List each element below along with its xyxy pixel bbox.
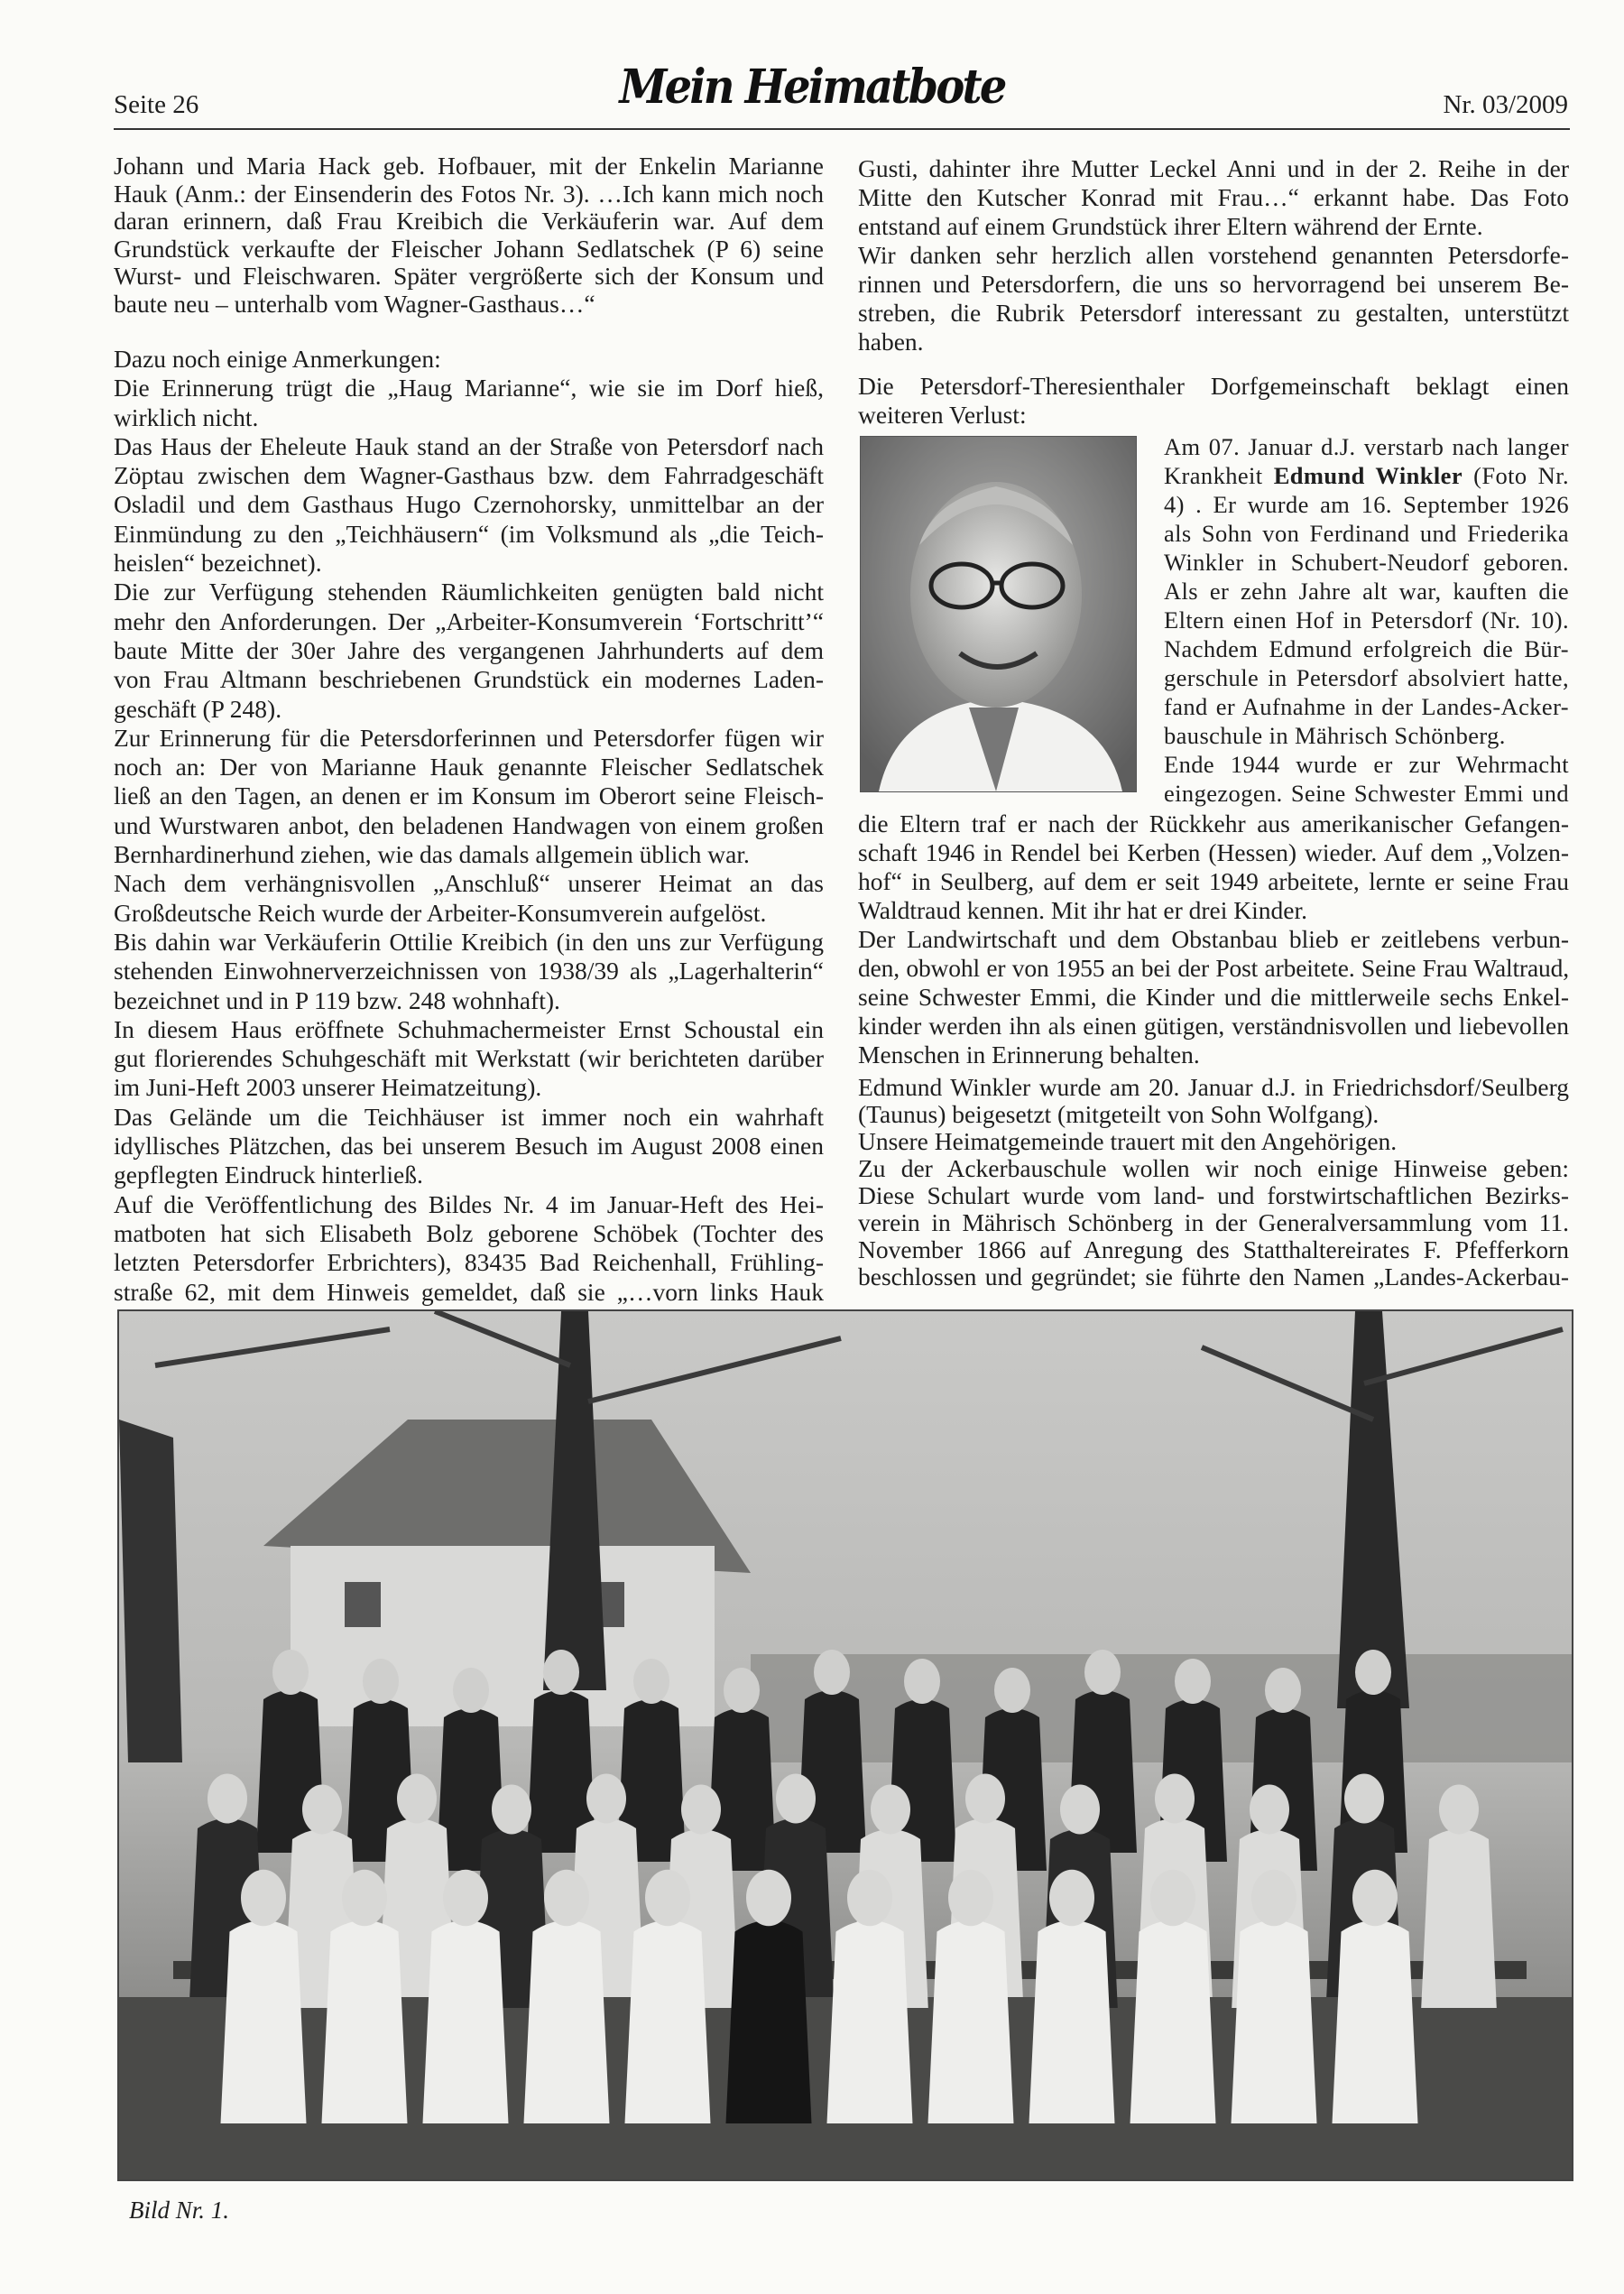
photo-figure: [1333, 1920, 1418, 2123]
photo-figure-head: [1175, 1659, 1211, 1704]
text-line: idyllisches Plätzchen, das bei unserem Besuch im August 2008 einen: [114, 1132, 824, 1161]
text-line: daran erinnern, daß Frau Kreibich die Verkäuferin war. Auf dem: [114, 207, 824, 235]
photo-figure: [524, 1920, 610, 2123]
photo-figure-head: [1355, 1650, 1391, 1695]
photo-figure: [221, 1920, 307, 2123]
text-line: Zöptau zwischen dem Wagner-Gasthaus bzw. dem Fahrradgeschäft: [114, 461, 824, 490]
text-line: ließ an den Tagen, an denen er im Konsum im Oberort seine Fleisch-: [114, 782, 824, 810]
text-line: die Eltern traf er nach der Rückkehr aus amerikanischer Gefangen-: [858, 809, 1569, 837]
photo-figure-head: [1150, 1870, 1195, 1927]
text-line: Ende 1944 wurde er zur Wehrmacht: [1164, 751, 1569, 778]
left-column-body: [114, 345, 824, 1307]
right-column-para1: [858, 154, 1569, 356]
text-line: Wurst- und Fleischwaren. Später vergrößerte sich der Konsum und: [114, 262, 824, 290]
text-line: mehr den Anforderungen. Der „Arbeiter-Konsumverein ‘Fortschritt’“: [114, 606, 824, 635]
text-line: stehenden Einwohnerverzeichnissen von 1938/39 als „Lagerhalterin“: [114, 957, 824, 985]
text-line: Mitte den Kutscher Konrad mit Frau…“ erkannt habe. Das Foto: [858, 183, 1569, 211]
text-line: Diese Schulart wurde vom land- und forstwirtschaftlichen Bezirks-: [858, 1181, 1569, 1209]
deceased-name: Edmund Winkler: [1273, 462, 1463, 489]
photo-figure-head: [363, 1659, 399, 1704]
text-line: im Juni-Heft 2003 unserer Heimatzeitung).: [114, 1073, 542, 1102]
text-line: Unsere Heimatgemeinde trauert mit den Angehörigen.: [858, 1127, 1398, 1155]
text-line: [1164, 461, 1569, 490]
photo-figure: [827, 1920, 913, 2123]
group-photo-bild-1: [117, 1309, 1573, 2181]
photo-caption: Bild Nr. 1.: [129, 2197, 230, 2224]
photo-figure-head: [272, 1650, 309, 1695]
right-column-body2: [858, 1074, 1569, 1290]
photo-figure-head: [492, 1785, 531, 1835]
photo-figure-head: [1344, 1774, 1384, 1824]
text-line: Großdeutsche Reich wurde der Arbeiter-Konsumverein aufgelöst.: [114, 898, 767, 927]
text-line: Nach dem verhängnisvollen „Anschluß“ unserer Heimat an das: [114, 869, 824, 898]
text-line: straße 62, mit dem Hinweis gemeldet, daß sie „…vorn links Hauk: [114, 1277, 824, 1306]
text-line: fand er Aufnahme in der Landes-Acker-: [1164, 693, 1569, 720]
text-line: Das Haus der Eheleute Hauk stand an der Straße von Petersdorf nach: [114, 431, 824, 460]
photo-figure-head: [994, 1668, 1030, 1713]
text-line: November 1866 auf Anregung des Statthaltereirates F. Pfefferkorn: [858, 1235, 1569, 1263]
text-line: Bernhardinerhund ziehen, wie das damals allgemein üblich war.: [114, 840, 750, 869]
text-line: letzten Petersdorfer Erbrichters), 83435 Bad Reichenhall, Frühling-: [114, 1248, 824, 1277]
photo-figure-head: [965, 1774, 1005, 1824]
text-line: Menschen in Erinnerung behalten.: [858, 1041, 1200, 1068]
portrait-photo-edmund-winkler: [860, 436, 1137, 792]
photo-figure-head: [1084, 1650, 1121, 1695]
text-line: verein in Mährisch Schönberg in der Generalversammlung vom 11.: [858, 1208, 1569, 1236]
photo-figure-head: [681, 1785, 721, 1835]
text-line: gepflegten Eindruck hinterließ.: [114, 1161, 423, 1189]
text-line: Hauk (Anm.: der Einsenderin des Fotos Nr. 3). …Ich kann mich noch: [114, 179, 824, 208]
text-line: Bis dahin war Verkäuferin Ottilie Kreibich (in den uns zur Verfügung: [114, 927, 824, 956]
text-line: geschäft (P 248).: [114, 694, 282, 723]
right-column-intro: [858, 372, 1569, 430]
text-span: (Foto Nr.: [1462, 462, 1569, 489]
text-line: Die Petersdorf-Theresienthaler Dorfgemeinschaft beklagt einen: [858, 372, 1569, 400]
text-line: Dazu noch einige Anmerkungen:: [114, 345, 441, 373]
photo-figure: [1232, 1920, 1317, 2123]
photo-figure-head: [847, 1870, 892, 1927]
text-line: haben.: [858, 328, 924, 356]
text-line: wirklich nicht.: [114, 402, 259, 431]
text-line: bezeichnet und in P 119 bzw. 248 wohnhaft).: [114, 985, 560, 1014]
right-column-body1: [858, 809, 1569, 1069]
photo-figure-head: [1265, 1668, 1301, 1713]
text-line: 4) . Er wurde am 16. September 1926: [1164, 491, 1569, 518]
text-line: bauschule in Mährisch Schönberg.: [1164, 722, 1506, 749]
photo-figure-head: [746, 1870, 791, 1927]
photo-figure-head: [443, 1870, 488, 1927]
text-line: baute neu – unterhalb vom Wagner-Gasthaus…“: [114, 289, 595, 318]
text-line: Als er zehn Jahre alt war, kauften die: [1164, 578, 1569, 605]
photo-figure: [1421, 1829, 1497, 2008]
photo-figure: [322, 1920, 408, 2123]
photo-figure: [1029, 1920, 1115, 2123]
photo-figure-head: [1155, 1774, 1195, 1824]
photo-figure-head: [1250, 1785, 1289, 1835]
photo-figure: [928, 1920, 1014, 2123]
photo-figure-head: [543, 1650, 579, 1695]
photo-figure-head: [453, 1668, 489, 1713]
text-line: Gusti, dahinter ihre Mutter Leckel Anni und in der 2. Reihe in der: [858, 154, 1569, 182]
text-line: Die zur Verfügung stehenden Räumlichkeiten genügten bald nicht: [114, 578, 824, 606]
photo-figure-head: [544, 1870, 589, 1927]
masthead-logo: Mein Heimatbote: [619, 60, 1005, 115]
issue-number: Nr. 03/2009: [1443, 90, 1568, 119]
text-line: seine Schwester Emmi, die Kinder und die mittlerweile sechs Enkel-: [858, 983, 1569, 1011]
photo-figure-head: [633, 1659, 669, 1704]
text-line: Zur Erinnerung für die Petersdorferinnen und Petersdorfer fügen wir: [114, 723, 824, 752]
photo-figure: [423, 1920, 509, 2123]
obituary-text: [1164, 432, 1569, 808]
photo-figure-head: [871, 1785, 910, 1835]
text-line: Einmündung zu den „Teichhäusern“ (im Volksmund als „die Teich-: [114, 519, 824, 548]
photo-figure-head: [586, 1774, 626, 1824]
text-line: hof“ in Seulberg, auf dem er seit 1949 arbeitete, lernte er seine Frau: [858, 867, 1569, 895]
text-line: rinnen und Petersdorfern, die uns so hervorragend bei unserem Be-: [858, 270, 1569, 298]
text-line: noch an: Der von Marianne Hauk genannte Fleischer Sedlatschek: [114, 753, 824, 782]
photo-figure-head: [302, 1785, 342, 1835]
photo-figure: [625, 1920, 711, 2123]
text-line: eingezogen. Seine Schwester Emmi und: [1164, 780, 1569, 807]
photo-figure-head: [1251, 1870, 1296, 1927]
text-line: Nachdem Edmund erfolgreich die Bür-: [1164, 635, 1569, 662]
photo-figure-head: [241, 1870, 286, 1927]
left-column-para1: [114, 153, 824, 318]
text-line: gut florierendes Schuhgeschäft mit Werkstatt (wir berichteten darüber: [114, 1044, 824, 1073]
photo-figure-head: [645, 1870, 690, 1927]
text-line: Die Erinnerung trügt die „Haug Marianne“, wie sie im Dorf hieß,: [114, 374, 824, 402]
text-line: Grundstück verkaufte der Fleischer Johann Sedlatschek (P 6) seine: [114, 234, 824, 263]
text-line: In diesem Haus eröffnete Schuhmachermeister Ernst Schoustal ein: [114, 1014, 824, 1043]
photo-figure-head: [1352, 1870, 1398, 1927]
text-span: Krankheit: [1164, 462, 1274, 489]
text-line: Eltern einen Hof in Petersdorf (Nr. 10).: [1164, 606, 1569, 634]
photo-figure-head: [814, 1650, 850, 1695]
photo-figure-head: [397, 1774, 437, 1824]
text-line: streben, die Rubrik Petersdorf interessant zu gestalten, unterstützt: [858, 299, 1569, 327]
photo-figure-head: [1049, 1870, 1094, 1927]
text-line: Wir danken sehr herzlich allen vorstehend genannten Petersdorfe-: [858, 241, 1569, 269]
text-line: Auf die Veröffentlichung des Bildes Nr. 4 im Januar-Heft des Hei-: [114, 1189, 824, 1218]
photo-figure-head: [724, 1668, 760, 1713]
text-line: von Frau Altmann beschriebenen Grundstück ein modernes Laden-: [114, 665, 824, 694]
photo-figure: [726, 1920, 812, 2123]
text-line: Winkler in Schubert-Neudorf geboren.: [1164, 549, 1569, 576]
text-line: als Sohn von Ferdinand und Friederika: [1164, 520, 1569, 547]
text-line: matboten hat sich Elisabeth Bolz geborene Schöbek (Tochter des: [114, 1218, 824, 1247]
obituary-lines: [1164, 490, 1569, 808]
text-line: entstand auf einem Grundstück ihrer Eltern während der Ernte.: [858, 212, 1483, 240]
photo-figure-head: [1060, 1785, 1100, 1835]
text-line: Johann und Maria Hack geb. Hofbauer, mit der Enkelin Marianne: [114, 152, 824, 180]
header-rule: [114, 128, 1570, 130]
text-line: gerschule in Petersdorf absolviert hatte,: [1164, 664, 1569, 691]
photo-figure-head: [904, 1659, 940, 1704]
photo-figure: [1130, 1920, 1216, 2123]
text-line: weiteren Verlust:: [858, 401, 1027, 429]
text-line: den, obwohl er von 1955 an bei der Post arbeitete. Seine Frau Waltraud,: [858, 954, 1569, 982]
photo-figure-head: [948, 1870, 993, 1927]
text-line: kinder werden ihn als einen gütigen, verständnisvollen und liebevollen: [858, 1012, 1569, 1040]
page-number: Seite 26: [114, 90, 199, 119]
text-line: Waldtraud kennen. Mit ihr hat er drei Kinder.: [858, 896, 1307, 924]
text-line: Edmund Winkler wurde am 20. Januar d.J. in Friedrichsdorf/Seulberg: [858, 1073, 1569, 1101]
text-line: Zu der Ackerbauschule wollen wir noch einige Hinweise geben:: [858, 1154, 1569, 1182]
text-line: (Taunus) beigesetzt (mitgeteilt von Sohn Wolfgang).: [858, 1100, 1379, 1128]
text-line: Osladil und dem Gasthaus Hugo Czernohorsky, unmittelbar an der: [114, 490, 824, 519]
text-line: Der Landwirtschaft und dem Obstanbau blieb er zeitlebens verbun-: [858, 925, 1569, 953]
photo-figure-head: [1439, 1785, 1479, 1835]
photo-figure-head: [342, 1870, 387, 1927]
photo-figure-head: [208, 1774, 247, 1824]
photo-figure-head: [776, 1774, 816, 1824]
text-line: Am 07. Januar d.J. verstarb nach langer: [1164, 433, 1569, 460]
text-line: baute Mitte der 30er Jahre des vergangenen Jahrhunderts auf dem: [114, 635, 824, 664]
text-line: schaft 1946 in Rendel bei Kerben (Hessen) wieder. Auf dem „Volzen-: [858, 838, 1569, 866]
text-line: beschlossen und gegründet; sie führte den Namen „Landes-Ackerbau-: [858, 1263, 1569, 1290]
text-line: heislen“ bezeichnet).: [114, 549, 322, 578]
text-line: und Wurstwaren anbot, den beladenen Handwagen von einem großen: [114, 810, 824, 839]
text-line: Das Gelände um die Teichhäuser ist immer noch ein wahrhaft: [114, 1102, 824, 1131]
